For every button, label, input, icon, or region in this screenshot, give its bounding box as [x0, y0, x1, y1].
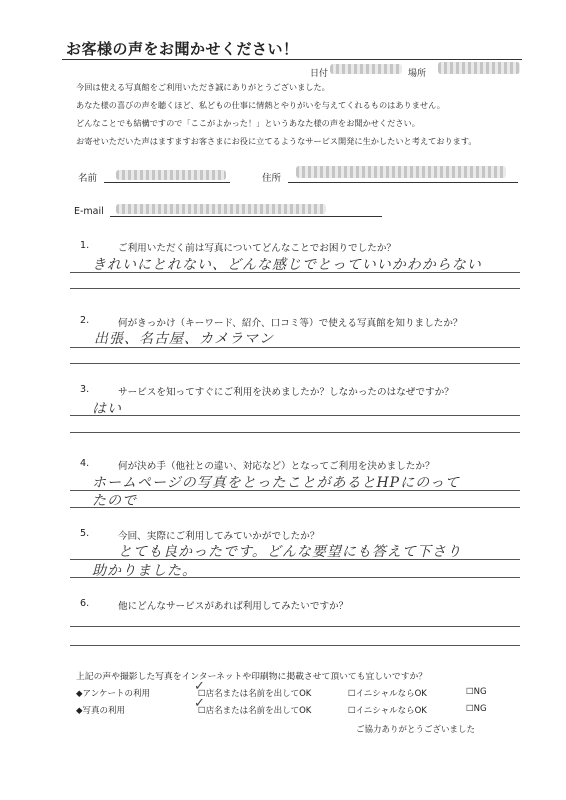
intro-line-1: 今回は使える写真館をご利用いただき誠にありがとうございました。 [76, 82, 330, 92]
answer-5-line-1: とても良かったです。どんな要望にも答えて下さり [118, 544, 462, 560]
answer-2-line-1: 出張、名古屋、カメラマン [94, 331, 274, 347]
answer-4-line-2: たので [92, 493, 137, 509]
answer-1-rule-1 [70, 272, 520, 273]
email-field[interactable] [110, 216, 382, 217]
question-4-text: 何が決め手（他社との違い、対応など）となってご利用を決めましたか？ [118, 461, 435, 472]
permission-photo-label: ◆写真の利用 [76, 706, 126, 716]
thanks-message: ご協力ありがとうございました [356, 725, 476, 735]
intro-line-4: お寄せいただいた声はますますお客さまにお役に立てるようなサービス開発に生かしたいと考えております。 [76, 136, 477, 146]
redacted-place [438, 62, 520, 74]
answer-4-line-1: ホームページの写真をとったことがあるとHPにのって [92, 475, 460, 491]
permission-survey-opt-initial[interactable]: ☐イニシャルならOK [348, 689, 427, 699]
answer-3-line-1: はい [92, 401, 122, 417]
question-6-number: 6. [80, 598, 90, 609]
permission-survey-opt-name[interactable]: ☐店名または名前を出してOK [198, 689, 312, 699]
question-1-text: ご利用いただく前は写真についてどんなことでお困りでしたか？ [118, 243, 397, 254]
answer-2-rule-1 [70, 347, 520, 348]
permission-photo-opt-name[interactable]: ☐店名または名前を出してOK [198, 706, 312, 716]
answer-1-rule-2 [70, 288, 520, 289]
permission-question: 上記の声や撮影した写真をインターネットや印刷物に掲載させて頂いても宜しいですか？ [76, 672, 428, 682]
intro-line-3: どんなことでも結構ですので「ここがよかった！」というあなた様の声をお聞かせください。 [76, 118, 420, 128]
intro-line-2: あなた様の喜びの声を聴くほど、私どもの仕事に情熱とやりがいを与えてくれるものはありません。 [76, 100, 445, 110]
check-mark-photo: ✓ [194, 696, 205, 711]
title-underline [62, 59, 522, 60]
check-mark-survey: ✓ [194, 679, 205, 694]
name-label: 名前 [78, 173, 98, 184]
address-field[interactable] [288, 182, 518, 183]
permission-photo-opt-initial[interactable]: ☐イニシャルならOK [348, 706, 427, 716]
question-3-number: 3. [80, 384, 90, 395]
answer-1-line-1: きれいにとれない、どんな感じでとっていいかわからない [92, 257, 482, 273]
permission-photo-opt-ng[interactable]: ☐NG [466, 704, 487, 714]
redacted-name [116, 170, 226, 180]
redacted-date [330, 64, 402, 74]
answer-3-rule-1 [70, 415, 520, 416]
redacted-address [296, 166, 506, 178]
answer-6-rule-1 [70, 626, 520, 627]
permission-survey-label: ◆アンケートの利用 [76, 689, 151, 699]
page-title: お客様の声をお聞かせください！ [66, 40, 299, 58]
question-1-number: 1. [80, 240, 90, 251]
question-3-text: サービスを知ってすぐにご利用を決めましたか？しなかったのはなぜですか？ [118, 387, 454, 398]
answer-4-rule-2 [70, 507, 520, 508]
answer-4-rule-1 [70, 490, 520, 491]
question-2-text: 何がきっかけ（キーワード、紹介、口コミ等）で使える写真館を知りましたか？ [118, 318, 463, 329]
email-label: E-mail [74, 206, 104, 217]
question-5-text: 今回、実際にご利用してみていかがでしたか？ [118, 531, 320, 542]
question-2-number: 2. [80, 315, 90, 326]
place-label: 場所 [408, 69, 427, 79]
date-label: 日付 [310, 69, 329, 79]
address-label: 住所 [262, 173, 282, 184]
name-field[interactable] [104, 182, 230, 183]
redacted-email [116, 204, 326, 214]
question-6-text: 他にどんなサービスがあれば利用してみたいですか？ [118, 601, 349, 612]
answer-5-line-2: 助かりました。 [92, 563, 197, 579]
answer-2-rule-2 [70, 363, 520, 364]
answer-6-rule-2 [70, 645, 520, 646]
answer-5-rule-2 [70, 577, 520, 578]
question-4-number: 4. [80, 458, 90, 469]
question-5-number: 5. [80, 528, 90, 539]
answer-3-rule-2 [70, 432, 520, 433]
permission-survey-opt-ng[interactable]: ☐NG [466, 687, 487, 697]
